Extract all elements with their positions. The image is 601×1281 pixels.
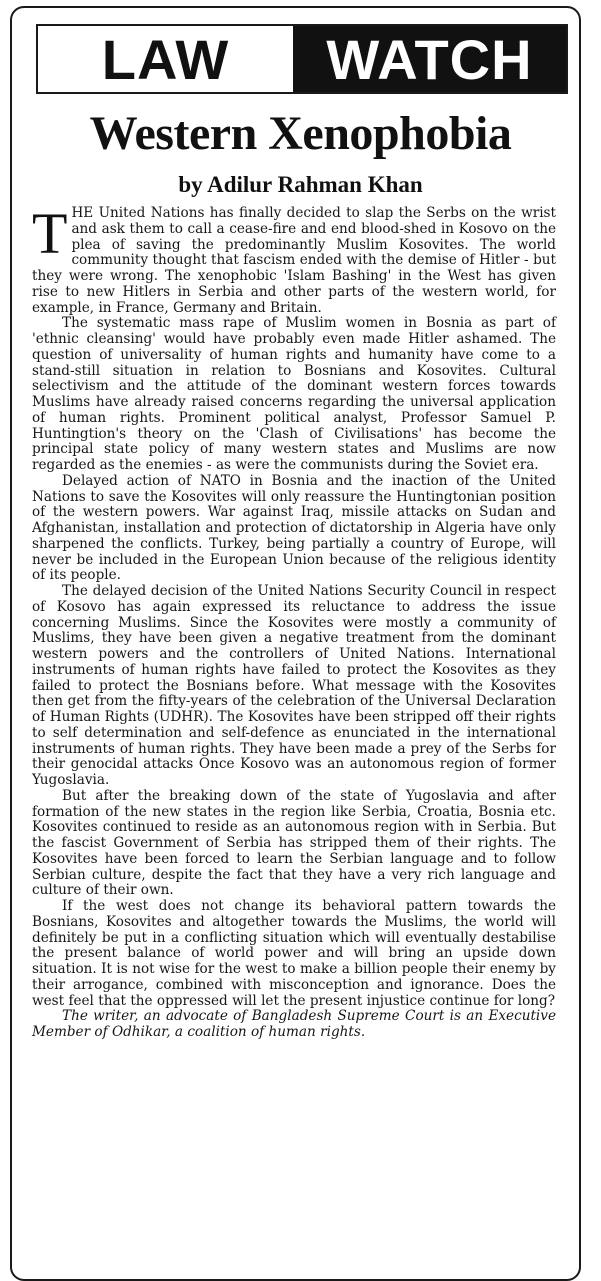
paragraph-1: [32, 201, 556, 316]
drop-cap: T: [32, 201, 68, 266]
column-header: [36, 24, 568, 94]
paragraph-1-text: HE United Nations has finally decided to slap the Serbs on the wrist and ask them to call a cease-fire and end blood-shed in Kosovo on the plea of saving the predominantly Muslim Kosovites. The world community thought that fascism ended with the demise of Hitler - but they were wrong. The xenophobic 'Islam Bashing' in the West has given rise to new Hitlers in Serbia and other parts of the western world, for example, in France, Germany and Britain.: [32, 205, 556, 316]
header-law-label: LAW: [38, 26, 293, 92]
paragraph-2: The systematic mass rape of Muslim women in Bosnia as part of 'ethnic cleansing' would have probably even made Hitler ashamed. The question of universality of human rights and humanity have come to a stand-still situation in relation to Bosnians and Kosovites. Cultural selectivism and the attitude of the dominant western forces towards Muslims have already raised concerns regarding the universal application of human rights. Prominent political analyst, Professor Samuel P. Huntingtion's theory on the 'Clash of Civilisations' has become the principal state policy of many western states and Muslims are now regarded as the enemies - as were the communists during the Soviet era.: [32, 315, 556, 473]
article-body: [32, 201, 556, 1041]
paragraph-3: Delayed action of NATO in Bosnia and the inaction of the United Nations to save the Kosovites will only reassure the Huntingtonian position of the western powers. War against Iraq, missile attacks on Sudan and Afghanistan, installation and protection of dictatorship in Algeria have only sharpened the conflicts. Turkey, being partially a country of Europe, will never be included in the European Union because of the religious identity of its people.: [32, 472, 556, 584]
article-byline: by Adilur Rahman Khan: [178, 172, 423, 197]
article-title: Western Xenophobia: [89, 107, 512, 160]
paragraph-6: If the west does not change its behavioral pattern towards the Bosnians, Kosovites and altogether towards the Muslims, the world will definitely be put in a conflicting situation which will eventually destabilise the present balance of world power and will bring an upside down situation. It is not wise for the west to make a billion people their enemy by their arrogance, combined with misconception and ignorance. Does the west feel that the oppressed will let the present injustice continue for long?: [32, 898, 556, 1009]
header-watch-label: WATCH: [293, 26, 566, 92]
paragraph-5: But after the breaking down of the state of Yugoslavia and after formation of the new states in the region like Serbia, Croatia, Bosnia etc. Kosovites continued to reside as an autonomous region with in Serbia. But the fascist Government of Serbia has stripped them of their rights. The Kosovites have been forced to learn the Serbian language and to follow Serbian culture, despite the fact that they have a very rich language and culture of their own.: [32, 787, 556, 899]
paragraph-4: The delayed decision of the United Nations Security Council in respect of Kosovo has again expressed its reluctance to address the issue concerning Muslims. Since the Kosovites were mostly a community of Muslims, they have been given a negative treatment from the dominant western powers and the controllers of United Nations. International instruments of human rights have failed to protect the Kosovites as they failed to protect the Bosnians before. What message with the Kosovites then get from the fifty-years of the celebration of the Universal Declaration of Human Rights (UDHR). The Kosovites have been stripped off their rights to self determination and self-defence as enunciated in the international instruments of human rights. They have been made a prey of the Serbs for their genocidal attacks Once Kosovo was an autonomous region of former Yugoslavia.: [32, 583, 556, 788]
author-note: The writer, an advocate of Bangladesh Supreme Court is an Executive Member of Odhikar, a coalition of human rights.: [32, 1008, 556, 1040]
